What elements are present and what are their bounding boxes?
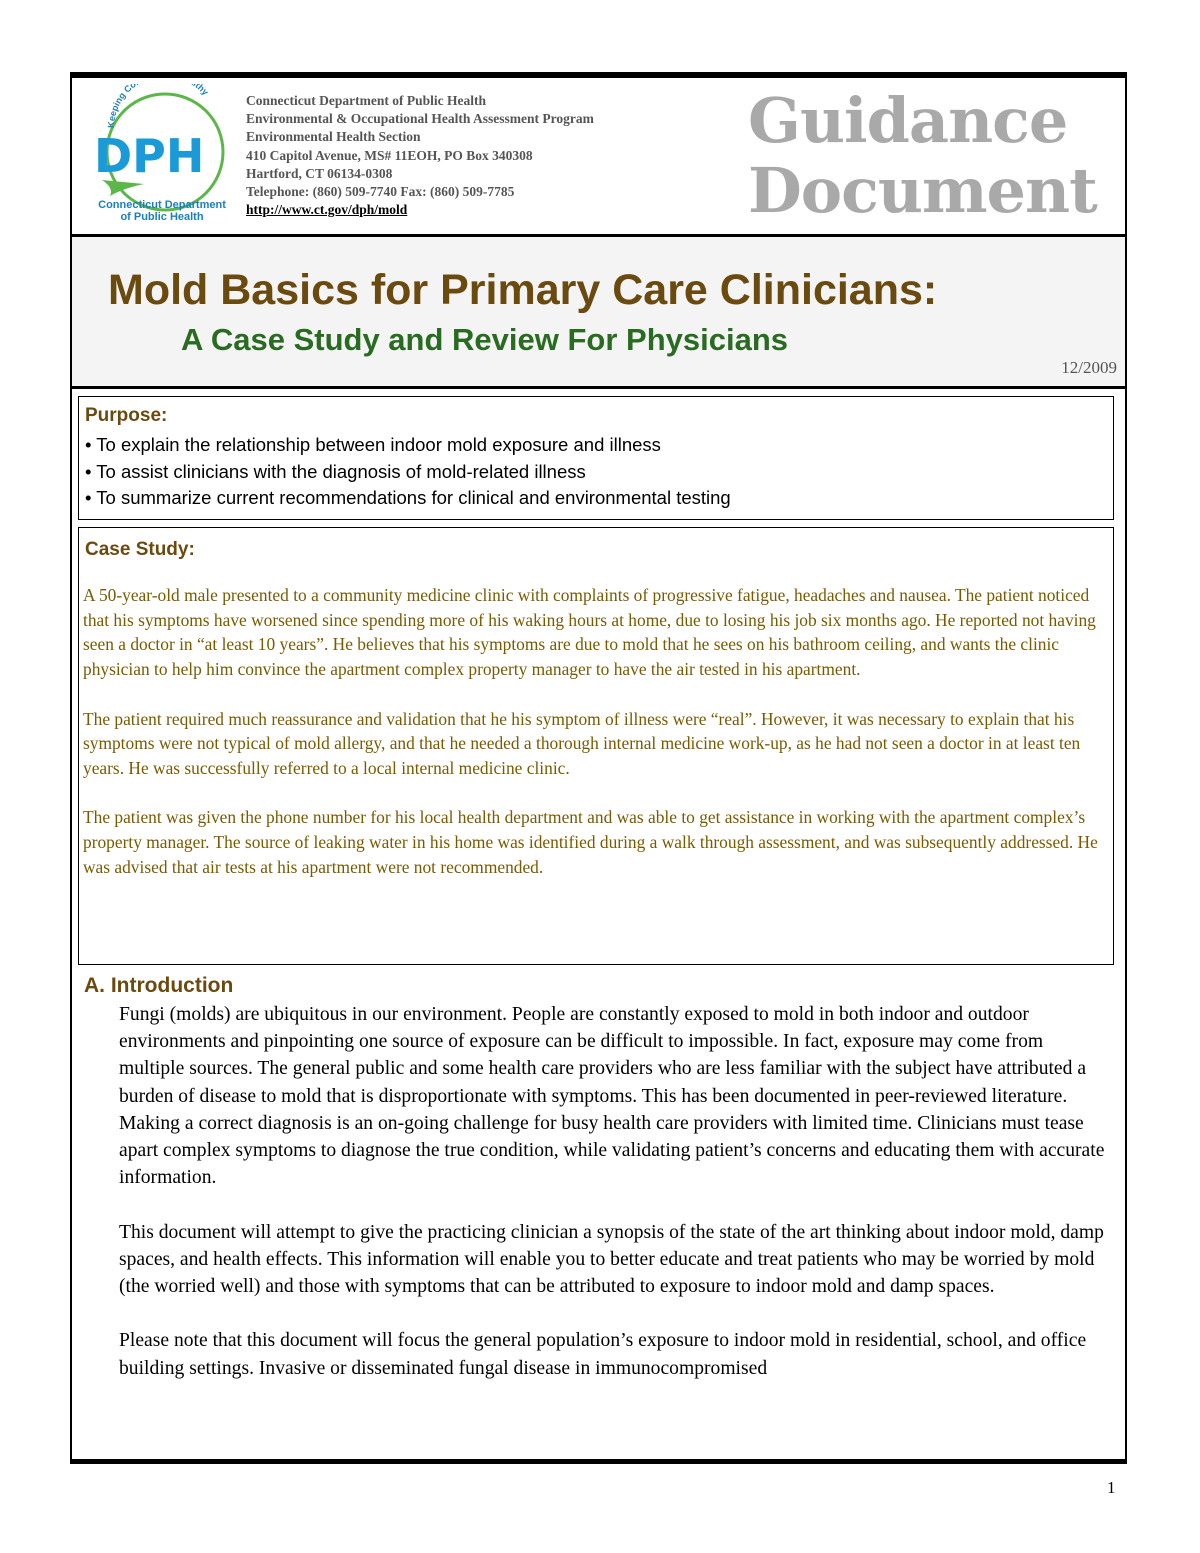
document-subtitle: A Case Study and Review For Physicians (181, 322, 788, 357)
bottom-rule (70, 1459, 1127, 1464)
page-number: 1 (1107, 1478, 1116, 1497)
logo-arc-text: Keeping Co thy (105, 84, 211, 129)
mold-url-link[interactable]: http://www.ct.gov/dph/mold (246, 202, 408, 218)
paragraph: The patient was given the phone number for his local health department and was able to get assistance in working with the apartment complex’s property manager. The source of leaking water in his home was identified during a walk through assessment, and was subsequently addressed. He was advised that air tests at his apartment were not recommended. (83, 807, 1098, 877)
logo-caption-line2: of Public Health (120, 211, 204, 223)
list-item: • To summarize current recommendations for clinical and environmental testing (85, 487, 731, 508)
purpose-list (85, 432, 731, 512)
case-study-box (78, 527, 1114, 965)
header-rule (70, 234, 1127, 237)
org-line: 410 Capitol Avenue, MS# 11EOH, PO Box 340308 (246, 147, 533, 163)
purpose-heading: Purpose: (85, 405, 168, 426)
paragraph: A 50-year-old male presented to a community medicine clinic with complaints of progressive fatigue, headaches and nausea. The patient noticed that his symptoms have worsened since spending more of his waking hours at home, due to losing his job six months ago. He reported not having seen a doctor in “at least 10 years”. He believes that his symptoms are due to mold that he sees on his bathroom ceiling, and wants the clinic physician to help him convince the apartment complex property manager to have the air tested in his apartment. (83, 585, 1096, 680)
purpose-box (78, 396, 1114, 520)
org-line: Hartford, CT 06134-0308 (246, 165, 393, 181)
logo-mark: DPH (94, 129, 205, 183)
paragraph: Fungi (molds) are ubiquitous in our environment. People are constantly exposed to mold in both indoor and outdoor environments and pinpointing one source of exposure can be difficult to impossible. In fact, exposure may come from multiple sources. The general public and some health care providers who are less familiar with the subject have attributed a burden of disease to mold that is disproportionate with symptoms. This has been documented in peer-reviewed literature. Making a correct diagnosis is an on-going challenge for busy health care providers with limited time. Clinicians must tease apart complex symptoms to diagnose the true condition, while validating patient’s concerns and educating them with accurate information. (119, 1004, 1105, 1189)
list-item: • To explain the relationship between indoor mold exposure and illness (85, 434, 661, 455)
svg-text:Keeping Connecticut Healthy (106, 84, 211, 128)
list-item: • To assist clinicians with the diagnosis of mold-related illness (85, 460, 586, 482)
logo-caption-line1: Connecticut Department (98, 199, 226, 211)
org-line: Telephone: (860) 509-7740 Fax: (860) 509-7785 (246, 184, 515, 200)
title-rule (70, 386, 1127, 389)
paragraph: The patient required much reassurance and validation that he his symptom of illness were “real”. However, it was necessary to explain that his symptoms were not typical of mold allergy, and that he needed a thorough internal medicine work-up, as he had not seen a doctor in at least ten years. He was successfully referred to a local internal medicine clinic. (83, 708, 1081, 778)
paragraph: This document will attempt to give the practicing clinician a synopsis of the state of the art thinking about indoor mold, damp spaces, and health effects. This information will enable you to better educate and treat patients who may be worried by mold (the worried well) and those with symptoms that can be attributed to exposure to indoor mold and damp spaces. (119, 1221, 1104, 1298)
org-line: Environmental Health Section (246, 129, 421, 145)
document-date: 12/2009 (1061, 358, 1117, 377)
introduction-text (119, 1001, 1113, 1409)
dph-logo (84, 84, 236, 224)
guidance-word: Guidance (748, 84, 1068, 157)
organization-contact (246, 92, 716, 219)
guidance-document-label (748, 86, 1097, 226)
introduction-heading: A. Introduction (84, 974, 234, 997)
case-study-heading: Case Study: (85, 539, 195, 560)
document-title: Mold Basics for Primary Care Clinicians: (108, 266, 938, 314)
document-word: Document (748, 154, 1097, 227)
org-line: Environmental & Occupational Health Assessment Program (246, 111, 594, 127)
org-line: Connecticut Department of Public Health (246, 93, 486, 108)
paragraph: Please note that this document will focus the general population’s exposure to indoor mold in residential, school, and office building settings. Invasive or disseminated fungal disease in immunocompromised (119, 1330, 1087, 1379)
case-study-text (83, 583, 1108, 904)
